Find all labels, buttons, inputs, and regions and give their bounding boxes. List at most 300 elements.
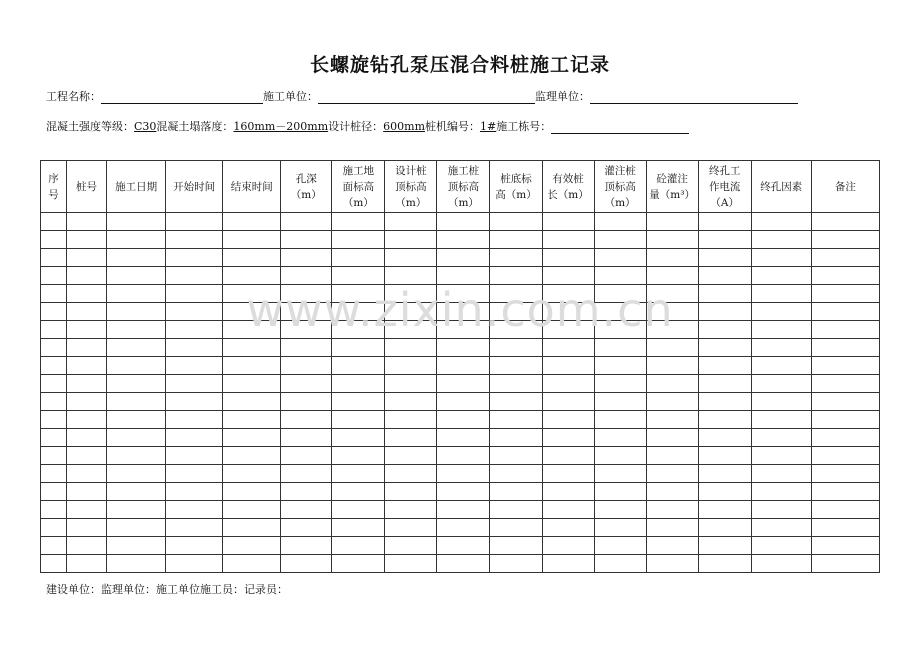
table-cell[interactable] xyxy=(594,285,646,303)
table-cell[interactable] xyxy=(490,555,542,573)
table-cell[interactable] xyxy=(67,555,107,573)
table-cell[interactable] xyxy=(811,393,879,411)
table-cell[interactable] xyxy=(281,501,332,519)
table-cell[interactable] xyxy=(811,465,879,483)
table-cell[interactable] xyxy=(646,501,698,519)
table-cell[interactable] xyxy=(223,321,281,339)
construction-unit-blank[interactable] xyxy=(318,92,535,104)
table-cell[interactable] xyxy=(223,555,281,573)
table-cell[interactable] xyxy=(751,519,811,537)
table-cell[interactable] xyxy=(107,231,166,249)
table-cell[interactable] xyxy=(166,537,223,555)
table-cell[interactable] xyxy=(646,321,698,339)
table-cell[interactable] xyxy=(166,357,223,375)
table-cell[interactable] xyxy=(166,303,223,321)
table-cell[interactable] xyxy=(811,231,879,249)
table-cell[interactable] xyxy=(437,339,490,357)
table-cell[interactable] xyxy=(437,411,490,429)
table-cell[interactable] xyxy=(751,267,811,285)
table-cell[interactable] xyxy=(41,465,67,483)
table-cell[interactable] xyxy=(490,411,542,429)
building-blank[interactable] xyxy=(551,122,689,134)
table-cell[interactable] xyxy=(437,465,490,483)
table-cell[interactable] xyxy=(281,321,332,339)
table-cell[interactable] xyxy=(437,285,490,303)
project-name-blank[interactable] xyxy=(101,92,263,104)
table-cell[interactable] xyxy=(166,411,223,429)
table-cell[interactable] xyxy=(594,339,646,357)
table-cell[interactable] xyxy=(646,249,698,267)
table-cell[interactable] xyxy=(332,465,385,483)
table-cell[interactable] xyxy=(41,357,67,375)
table-cell[interactable] xyxy=(490,483,542,501)
table-cell[interactable] xyxy=(385,357,437,375)
table-cell[interactable] xyxy=(811,303,879,321)
table-cell[interactable] xyxy=(67,303,107,321)
table-cell[interactable] xyxy=(437,267,490,285)
table-cell[interactable] xyxy=(107,339,166,357)
table-cell[interactable] xyxy=(332,339,385,357)
table-cell[interactable] xyxy=(594,321,646,339)
table-cell[interactable] xyxy=(698,267,751,285)
table-cell[interactable] xyxy=(594,519,646,537)
table-cell[interactable] xyxy=(281,447,332,465)
table-cell[interactable] xyxy=(490,321,542,339)
table-cell[interactable] xyxy=(107,501,166,519)
table-cell[interactable] xyxy=(811,375,879,393)
table-cell[interactable] xyxy=(67,285,107,303)
table-cell[interactable] xyxy=(223,285,281,303)
table-cell[interactable] xyxy=(437,213,490,231)
table-cell[interactable] xyxy=(67,393,107,411)
table-cell[interactable] xyxy=(281,429,332,447)
table-cell[interactable] xyxy=(698,393,751,411)
supervision-unit-blank[interactable] xyxy=(590,92,798,104)
table-cell[interactable] xyxy=(542,231,594,249)
table-cell[interactable] xyxy=(437,429,490,447)
table-cell[interactable] xyxy=(107,375,166,393)
table-cell[interactable] xyxy=(751,537,811,555)
table-cell[interactable] xyxy=(281,537,332,555)
table-cell[interactable] xyxy=(385,393,437,411)
table-cell[interactable] xyxy=(67,375,107,393)
table-cell[interactable] xyxy=(41,231,67,249)
table-cell[interactable] xyxy=(490,429,542,447)
table-cell[interactable] xyxy=(437,231,490,249)
table-cell[interactable] xyxy=(166,249,223,267)
table-cell[interactable] xyxy=(646,393,698,411)
table-cell[interactable] xyxy=(223,429,281,447)
table-cell[interactable] xyxy=(41,375,67,393)
table-cell[interactable] xyxy=(223,501,281,519)
table-cell[interactable] xyxy=(67,537,107,555)
table-cell[interactable] xyxy=(166,213,223,231)
table-cell[interactable] xyxy=(223,249,281,267)
table-cell[interactable] xyxy=(542,285,594,303)
table-cell[interactable] xyxy=(385,267,437,285)
table-cell[interactable] xyxy=(542,537,594,555)
table-cell[interactable] xyxy=(41,249,67,267)
table-cell[interactable] xyxy=(594,303,646,321)
table-cell[interactable] xyxy=(332,267,385,285)
table-cell[interactable] xyxy=(542,303,594,321)
table-cell[interactable] xyxy=(223,465,281,483)
table-cell[interactable] xyxy=(490,231,542,249)
table-cell[interactable] xyxy=(107,357,166,375)
table-cell[interactable] xyxy=(751,465,811,483)
table-cell[interactable] xyxy=(698,375,751,393)
table-cell[interactable] xyxy=(385,231,437,249)
table-cell[interactable] xyxy=(698,303,751,321)
table-cell[interactable] xyxy=(594,555,646,573)
table-cell[interactable] xyxy=(166,321,223,339)
table-cell[interactable] xyxy=(67,357,107,375)
table-cell[interactable] xyxy=(811,267,879,285)
table-cell[interactable] xyxy=(542,213,594,231)
table-cell[interactable] xyxy=(811,411,879,429)
table-cell[interactable] xyxy=(166,429,223,447)
table-cell[interactable] xyxy=(594,483,646,501)
table-cell[interactable] xyxy=(811,285,879,303)
table-cell[interactable] xyxy=(751,303,811,321)
table-cell[interactable] xyxy=(67,519,107,537)
table-cell[interactable] xyxy=(811,501,879,519)
table-cell[interactable] xyxy=(332,519,385,537)
table-cell[interactable] xyxy=(332,483,385,501)
table-cell[interactable] xyxy=(107,555,166,573)
table-cell[interactable] xyxy=(542,447,594,465)
table-cell[interactable] xyxy=(811,555,879,573)
table-cell[interactable] xyxy=(332,285,385,303)
table-cell[interactable] xyxy=(107,213,166,231)
table-cell[interactable] xyxy=(594,231,646,249)
table-cell[interactable] xyxy=(751,501,811,519)
table-cell[interactable] xyxy=(332,537,385,555)
table-cell[interactable] xyxy=(41,339,67,357)
table-cell[interactable] xyxy=(698,429,751,447)
table-cell[interactable] xyxy=(41,285,67,303)
table-cell[interactable] xyxy=(107,429,166,447)
table-cell[interactable] xyxy=(41,483,67,501)
table-cell[interactable] xyxy=(490,375,542,393)
table-cell[interactable] xyxy=(41,537,67,555)
table-cell[interactable] xyxy=(332,555,385,573)
table-cell[interactable] xyxy=(751,555,811,573)
table-cell[interactable] xyxy=(811,519,879,537)
table-cell[interactable] xyxy=(67,213,107,231)
table-cell[interactable] xyxy=(542,267,594,285)
table-cell[interactable] xyxy=(281,393,332,411)
table-cell[interactable] xyxy=(437,483,490,501)
table-cell[interactable] xyxy=(281,465,332,483)
table-cell[interactable] xyxy=(281,357,332,375)
table-cell[interactable] xyxy=(107,537,166,555)
table-cell[interactable] xyxy=(166,231,223,249)
table-cell[interactable] xyxy=(751,285,811,303)
table-cell[interactable] xyxy=(223,357,281,375)
table-cell[interactable] xyxy=(594,213,646,231)
table-cell[interactable] xyxy=(332,429,385,447)
table-cell[interactable] xyxy=(594,249,646,267)
table-cell[interactable] xyxy=(281,249,332,267)
table-cell[interactable] xyxy=(332,231,385,249)
table-cell[interactable] xyxy=(166,267,223,285)
table-cell[interactable] xyxy=(594,429,646,447)
table-cell[interactable] xyxy=(811,339,879,357)
table-cell[interactable] xyxy=(385,411,437,429)
table-cell[interactable] xyxy=(67,483,107,501)
table-cell[interactable] xyxy=(646,429,698,447)
table-cell[interactable] xyxy=(751,213,811,231)
table-cell[interactable] xyxy=(41,213,67,231)
table-cell[interactable] xyxy=(437,303,490,321)
table-cell[interactable] xyxy=(332,303,385,321)
table-cell[interactable] xyxy=(385,483,437,501)
table-cell[interactable] xyxy=(490,501,542,519)
table-cell[interactable] xyxy=(698,357,751,375)
table-cell[interactable] xyxy=(751,249,811,267)
table-cell[interactable] xyxy=(281,267,332,285)
table-cell[interactable] xyxy=(223,375,281,393)
table-cell[interactable] xyxy=(542,393,594,411)
table-cell[interactable] xyxy=(490,285,542,303)
table-cell[interactable] xyxy=(594,393,646,411)
table-cell[interactable] xyxy=(223,447,281,465)
table-cell[interactable] xyxy=(223,411,281,429)
table-cell[interactable] xyxy=(385,429,437,447)
table-cell[interactable] xyxy=(594,357,646,375)
table-cell[interactable] xyxy=(385,213,437,231)
table-cell[interactable] xyxy=(646,303,698,321)
table-cell[interactable] xyxy=(594,267,646,285)
table-cell[interactable] xyxy=(385,339,437,357)
table-cell[interactable] xyxy=(385,249,437,267)
table-cell[interactable] xyxy=(385,519,437,537)
table-cell[interactable] xyxy=(41,393,67,411)
table-cell[interactable] xyxy=(385,285,437,303)
table-cell[interactable] xyxy=(281,375,332,393)
table-cell[interactable] xyxy=(594,375,646,393)
table-cell[interactable] xyxy=(332,321,385,339)
table-cell[interactable] xyxy=(646,411,698,429)
table-cell[interactable] xyxy=(811,537,879,555)
table-cell[interactable] xyxy=(385,501,437,519)
table-cell[interactable] xyxy=(166,375,223,393)
table-cell[interactable] xyxy=(811,447,879,465)
table-cell[interactable] xyxy=(490,249,542,267)
table-cell[interactable] xyxy=(332,357,385,375)
table-cell[interactable] xyxy=(698,501,751,519)
table-cell[interactable] xyxy=(67,429,107,447)
table-cell[interactable] xyxy=(490,447,542,465)
table-cell[interactable] xyxy=(646,231,698,249)
table-cell[interactable] xyxy=(107,519,166,537)
table-cell[interactable] xyxy=(107,465,166,483)
table-cell[interactable] xyxy=(542,483,594,501)
table-cell[interactable] xyxy=(385,555,437,573)
table-cell[interactable] xyxy=(385,375,437,393)
table-cell[interactable] xyxy=(281,285,332,303)
table-cell[interactable] xyxy=(490,465,542,483)
table-cell[interactable] xyxy=(332,501,385,519)
table-cell[interactable] xyxy=(751,411,811,429)
table-cell[interactable] xyxy=(542,339,594,357)
table-cell[interactable] xyxy=(542,321,594,339)
table-cell[interactable] xyxy=(166,285,223,303)
table-cell[interactable] xyxy=(166,483,223,501)
table-cell[interactable] xyxy=(490,537,542,555)
table-cell[interactable] xyxy=(107,321,166,339)
table-cell[interactable] xyxy=(542,519,594,537)
table-cell[interactable] xyxy=(281,519,332,537)
table-cell[interactable] xyxy=(41,519,67,537)
table-cell[interactable] xyxy=(646,375,698,393)
table-cell[interactable] xyxy=(751,357,811,375)
table-cell[interactable] xyxy=(751,447,811,465)
table-cell[interactable] xyxy=(332,249,385,267)
table-cell[interactable] xyxy=(223,231,281,249)
table-cell[interactable] xyxy=(107,285,166,303)
table-cell[interactable] xyxy=(698,339,751,357)
table-cell[interactable] xyxy=(437,447,490,465)
table-cell[interactable] xyxy=(698,411,751,429)
table-cell[interactable] xyxy=(594,537,646,555)
table-cell[interactable] xyxy=(332,393,385,411)
table-cell[interactable] xyxy=(223,303,281,321)
table-cell[interactable] xyxy=(698,519,751,537)
table-cell[interactable] xyxy=(281,213,332,231)
table-cell[interactable] xyxy=(542,429,594,447)
table-cell[interactable] xyxy=(646,519,698,537)
table-cell[interactable] xyxy=(107,447,166,465)
table-cell[interactable] xyxy=(107,411,166,429)
table-cell[interactable] xyxy=(542,249,594,267)
table-cell[interactable] xyxy=(698,213,751,231)
table-cell[interactable] xyxy=(437,393,490,411)
table-cell[interactable] xyxy=(646,285,698,303)
table-cell[interactable] xyxy=(223,483,281,501)
table-cell[interactable] xyxy=(67,231,107,249)
table-cell[interactable] xyxy=(542,465,594,483)
table-cell[interactable] xyxy=(698,555,751,573)
table-cell[interactable] xyxy=(490,267,542,285)
table-cell[interactable] xyxy=(594,465,646,483)
table-cell[interactable] xyxy=(646,339,698,357)
table-cell[interactable] xyxy=(594,447,646,465)
table-cell[interactable] xyxy=(646,357,698,375)
table-cell[interactable] xyxy=(166,501,223,519)
table-cell[interactable] xyxy=(166,393,223,411)
table-cell[interactable] xyxy=(67,447,107,465)
table-cell[interactable] xyxy=(385,465,437,483)
table-cell[interactable] xyxy=(107,267,166,285)
table-cell[interactable] xyxy=(166,339,223,357)
table-cell[interactable] xyxy=(385,537,437,555)
table-cell[interactable] xyxy=(542,375,594,393)
table-cell[interactable] xyxy=(281,303,332,321)
table-cell[interactable] xyxy=(542,555,594,573)
table-cell[interactable] xyxy=(698,321,751,339)
table-cell[interactable] xyxy=(646,465,698,483)
table-cell[interactable] xyxy=(751,231,811,249)
table-cell[interactable] xyxy=(223,213,281,231)
table-cell[interactable] xyxy=(542,357,594,375)
table-cell[interactable] xyxy=(751,429,811,447)
table-cell[interactable] xyxy=(41,501,67,519)
table-cell[interactable] xyxy=(751,375,811,393)
table-cell[interactable] xyxy=(811,321,879,339)
table-cell[interactable] xyxy=(698,285,751,303)
table-cell[interactable] xyxy=(67,501,107,519)
table-cell[interactable] xyxy=(107,249,166,267)
table-cell[interactable] xyxy=(67,465,107,483)
table-cell[interactable] xyxy=(107,483,166,501)
table-cell[interactable] xyxy=(107,393,166,411)
table-cell[interactable] xyxy=(385,321,437,339)
table-cell[interactable] xyxy=(166,465,223,483)
table-cell[interactable] xyxy=(646,537,698,555)
table-cell[interactable] xyxy=(223,519,281,537)
table-cell[interactable] xyxy=(698,537,751,555)
table-cell[interactable] xyxy=(166,519,223,537)
table-cell[interactable] xyxy=(594,411,646,429)
table-cell[interactable] xyxy=(41,429,67,447)
table-cell[interactable] xyxy=(646,447,698,465)
table-cell[interactable] xyxy=(811,429,879,447)
table-cell[interactable] xyxy=(751,339,811,357)
table-cell[interactable] xyxy=(490,339,542,357)
table-cell[interactable] xyxy=(751,321,811,339)
table-cell[interactable] xyxy=(437,321,490,339)
table-cell[interactable] xyxy=(490,213,542,231)
table-cell[interactable] xyxy=(107,303,166,321)
table-cell[interactable] xyxy=(437,555,490,573)
table-cell[interactable] xyxy=(223,393,281,411)
table-cell[interactable] xyxy=(332,447,385,465)
table-cell[interactable] xyxy=(41,555,67,573)
table-cell[interactable] xyxy=(332,411,385,429)
table-cell[interactable] xyxy=(166,555,223,573)
table-cell[interactable] xyxy=(594,501,646,519)
table-cell[interactable] xyxy=(223,537,281,555)
table-cell[interactable] xyxy=(698,249,751,267)
table-cell[interactable] xyxy=(542,501,594,519)
table-cell[interactable] xyxy=(811,357,879,375)
table-cell[interactable] xyxy=(437,519,490,537)
table-cell[interactable] xyxy=(646,213,698,231)
table-cell[interactable] xyxy=(385,303,437,321)
table-cell[interactable] xyxy=(281,411,332,429)
table-cell[interactable] xyxy=(67,339,107,357)
table-cell[interactable] xyxy=(281,339,332,357)
table-cell[interactable] xyxy=(67,249,107,267)
table-cell[interactable] xyxy=(698,465,751,483)
table-cell[interactable] xyxy=(698,483,751,501)
table-cell[interactable] xyxy=(490,393,542,411)
table-cell[interactable] xyxy=(698,231,751,249)
table-cell[interactable] xyxy=(332,213,385,231)
table-cell[interactable] xyxy=(41,267,67,285)
table-cell[interactable] xyxy=(67,321,107,339)
table-cell[interactable] xyxy=(281,555,332,573)
table-cell[interactable] xyxy=(490,357,542,375)
table-cell[interactable] xyxy=(751,483,811,501)
table-cell[interactable] xyxy=(542,411,594,429)
table-cell[interactable] xyxy=(281,231,332,249)
table-cell[interactable] xyxy=(646,267,698,285)
table-cell[interactable] xyxy=(67,267,107,285)
table-cell[interactable] xyxy=(751,393,811,411)
